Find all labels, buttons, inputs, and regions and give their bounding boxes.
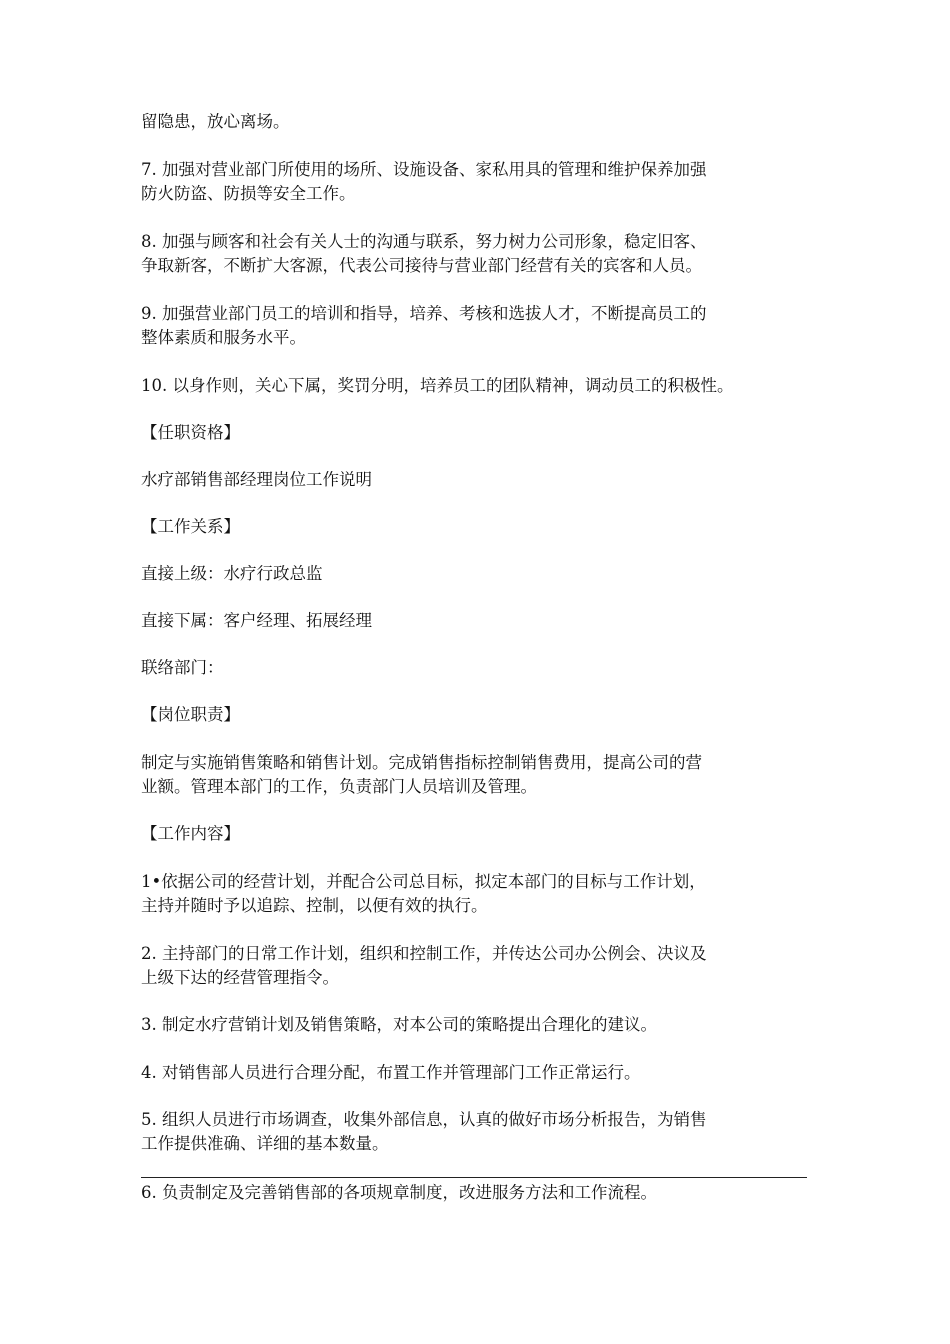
text-line: 整体素质和服务水平。 <box>141 328 306 347</box>
text-line: 主持并随时予以追踪、控制，以便有效的执行。 <box>141 896 488 915</box>
paragraph-continuation <box>141 110 831 134</box>
text-line: 上级下达的经营管理指令。 <box>141 968 339 987</box>
liaison-departments <box>141 656 831 680</box>
text-line: 2. 主持部门的日常工作计划，组织和控制工作，并传达公司办公例会、决议及 <box>141 944 707 963</box>
direct-subordinates <box>141 609 831 633</box>
duties-description <box>141 751 831 799</box>
section-heading-duties <box>141 703 831 727</box>
text-line: 争取新客，不断扩大客源，代表公司接待与营业部门经营有关的宾客和人员。 <box>141 256 702 275</box>
text-line: 7. 加强对营业部门所使用的场所、设施设备、家私用具的管理和维护保养加强 <box>141 160 707 179</box>
text-line: 8. 加强与顾客和社会有关人士的沟通与联系，努力树力公司形象，稳定旧客、 <box>141 232 707 251</box>
work-item-6 <box>141 1181 831 1205</box>
paragraph-item-9 <box>141 302 831 350</box>
text-line: 直接上级：水疗行政总监 <box>141 564 323 583</box>
text-line: 4. 对销售部人员进行合理分配，布置工作并管理部门工作正常运行。 <box>141 1063 641 1082</box>
paragraph-item-7 <box>141 158 831 206</box>
heading-text: 【任职资格】 <box>141 423 240 442</box>
text-line: 6. 负责制定及完善销售部的各项规章制度，改进服务方法和工作流程。 <box>141 1183 657 1202</box>
work-item-5 <box>141 1108 831 1156</box>
text-line: 联络部门： <box>141 658 224 677</box>
text-line: 水疗部销售部经理岗位工作说明 <box>141 470 372 489</box>
text-line: 1•依据公司的经营计划，并配合公司总目标，拟定本部门的目标与工作计划， <box>141 872 706 891</box>
text-line: 5. 组织人员进行市场调查，收集外部信息，认真的做好市场分析报告，为销售 <box>141 1110 707 1129</box>
paragraph-item-10 <box>141 374 831 398</box>
horizontal-rule <box>141 1177 807 1178</box>
text-line: 3. 制定水疗营销计划及销售策略，对本公司的策略提出合理化的建议。 <box>141 1015 657 1034</box>
paragraph-item-8 <box>141 230 831 278</box>
heading-text: 【岗位职责】 <box>141 705 240 724</box>
text-line: 留隐患，放心离场。 <box>141 112 290 131</box>
heading-text: 【工作内容】 <box>141 824 240 843</box>
text-line: 业额。管理本部门的工作，负责部门人员培训及管理。 <box>141 777 537 796</box>
text-line: 制定与实施销售策略和销售计划。完成销售指标控制销售费用，提高公司的营 <box>141 753 702 772</box>
work-item-2 <box>141 942 831 990</box>
heading-text: 【工作关系】 <box>141 517 240 536</box>
work-item-4 <box>141 1061 831 1085</box>
text-line: 直接下属：客户经理、拓展经理 <box>141 611 372 630</box>
text-line: 10. 以身作则，关心下属，奖罚分明，培养员工的团队精神，调动员工的积极性。 <box>141 376 734 395</box>
section-heading-relations <box>141 515 831 539</box>
document-subtitle <box>141 468 831 492</box>
section-heading-work-content <box>141 822 831 846</box>
text-line: 工作提供准确、详细的基本数量。 <box>141 1134 389 1153</box>
work-item-3 <box>141 1013 831 1037</box>
section-heading-qualifications <box>141 421 831 445</box>
direct-superior <box>141 562 831 586</box>
work-item-1 <box>141 870 831 918</box>
text-line: 防火防盗、防损等安全工作。 <box>141 184 356 203</box>
text-line: 9. 加强营业部门员工的培训和指导，培养、考核和选拔人才，不断提高员工的 <box>141 304 707 323</box>
